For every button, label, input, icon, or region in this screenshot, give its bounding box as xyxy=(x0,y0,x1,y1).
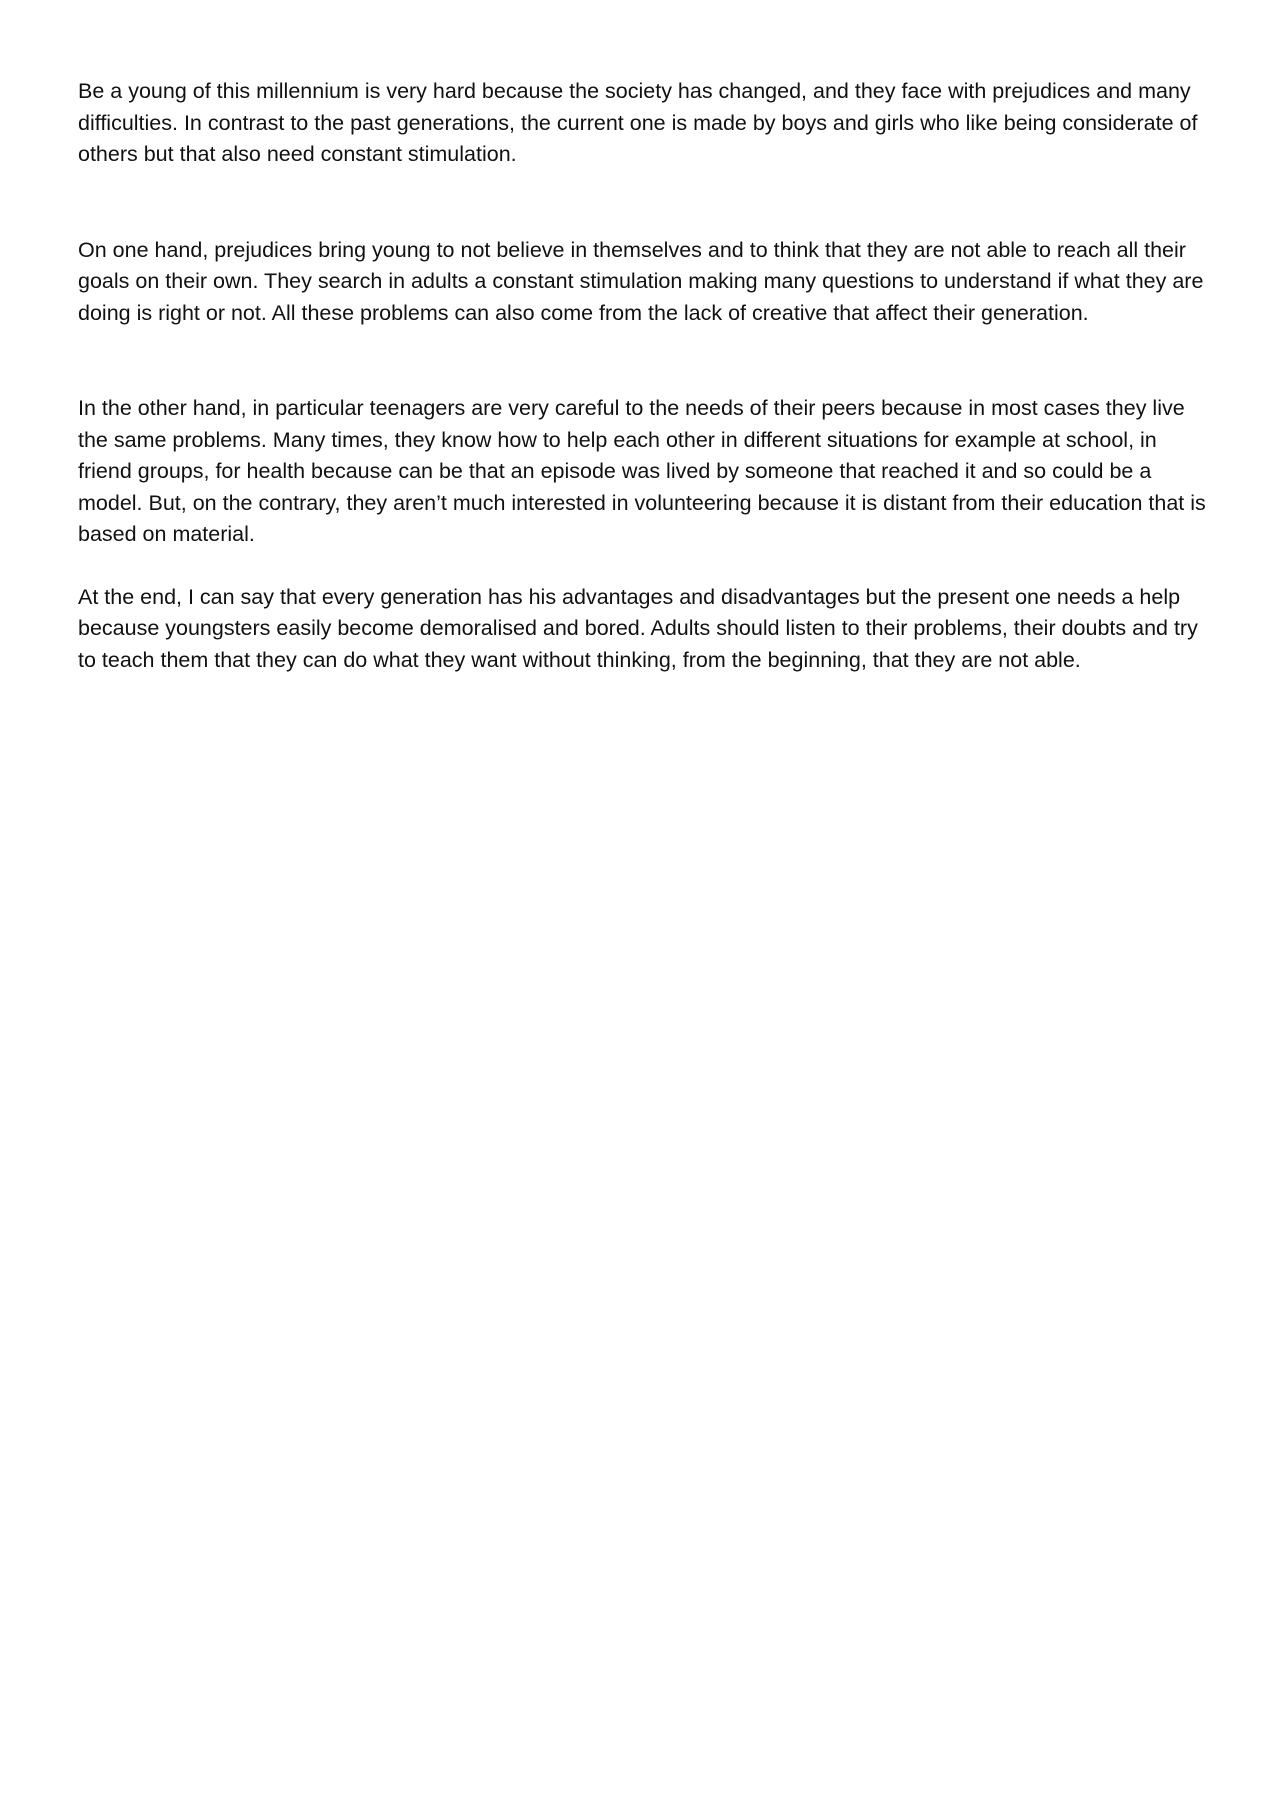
paragraph-conclusion: At the end, I can say that every generation has his advantages and disadvantages but the present one needs a help because youngsters easily become demoralised and bored. Adults should listen to their problems, their doubts and try to teach them that they can do what they want without thinking, from the beginning, that they are not able. xyxy=(78,584,1198,672)
paragraph-one-hand: On one hand, prejudices bring young to not believe in themselves and to think that they are not able to reach all their goals on their own. They search in adults a constant stimulation making many questions to understand if what they are doing is right or not. All these problems can also come from the lack of creative that affect their generation. xyxy=(78,237,1204,325)
paragraph-intro: Be a young of this millennium is very hard because the society has changed, and they face with prejudices and many difficulties. In contrast to the past generations, the current one is made by boys and girls who like being considerate of others but that also need constant stimulation. xyxy=(78,79,1198,166)
document-body xyxy=(78,76,1206,676)
paragraph-other-hand: In the other hand, in particular teenagers are very careful to the needs of their peers because in most cases they live the same problems. Many times, they know how to help each other in different situations for example at school, in friend groups, for health because can be that an episode was lived by someone that reached it and so could be a model. But, on the contrary, they aren’t much interested in volunteering because it is distant from their education that is based on material. xyxy=(78,396,1206,546)
